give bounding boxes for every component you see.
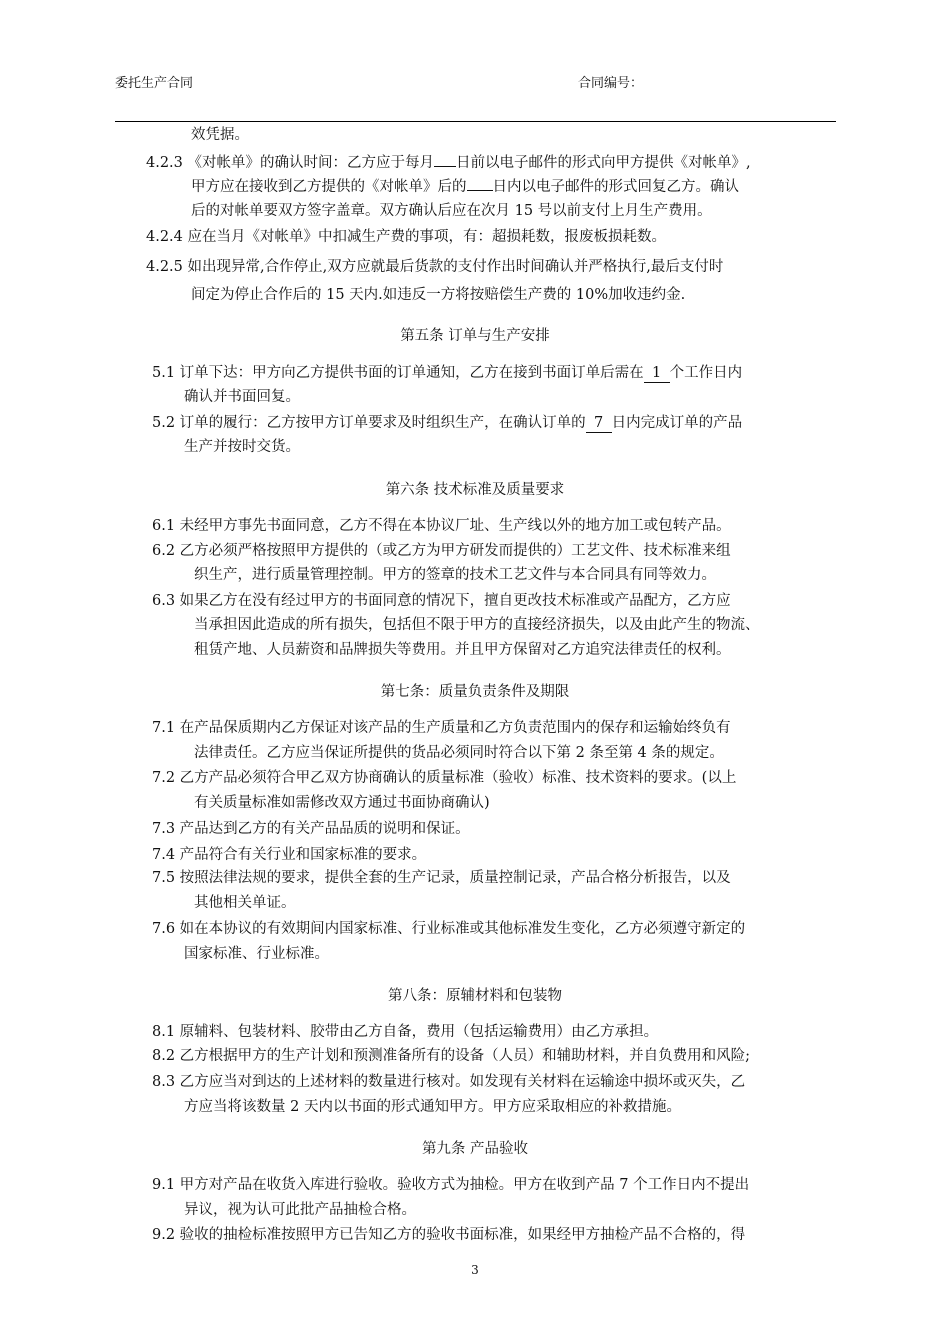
clause-line: 确认并书面回复。: [184, 389, 300, 405]
clause-line-7-3: 7.3 产品达到乙方的有关产品品质的说明和保证。: [152, 821, 470, 837]
clause-line-6-3: 6.3 如果乙方在没有经过甲方的书面同意的情况下，擅自更改技术标准或产品配方，乙方应: [152, 593, 731, 609]
clause-line: 其他相关单证。: [194, 895, 296, 911]
clause-line-6-2: 6.2 乙方必须严格按照甲方提供的（或乙方为甲方研发而提供的）工艺文件、技术标准来组: [152, 543, 731, 559]
clause-line-8-2: 8.2 乙方根据甲方的生产计划和预测准备所有的设备（人员）和辅助材料，并自负费用和风险;: [152, 1048, 751, 1064]
clause-text: 4.2.3 《对帐单》的确认时间：乙方应于每月: [146, 155, 435, 171]
clause-line: 生产并按时交货。: [184, 439, 300, 455]
clause-text: 日内以电子邮件的形式回复乙方。确认: [492, 179, 739, 195]
clause-line-4-2-3: [146, 153, 751, 173]
clause-line-4-2-4: 4.2.4 应在当月《对帐单》中扣减生产费的事项，有：超损耗数，报废板损耗数。: [146, 229, 667, 245]
clause-line: [191, 177, 739, 197]
section-title-article-6: 第六条 技术标准及质量要求: [385, 482, 565, 498]
clause-line: 租赁产地、人员薪资和品牌损失等费用。并且甲方保留对乙方追究法律责任的权利。: [194, 642, 731, 658]
blank-field: [467, 190, 493, 191]
section-title-article-9: 第九条 产品验收: [421, 1141, 529, 1157]
clause-line: 法律责任。乙方应当保证所提供的货品必须同时符合以下第 2 条至第 4 条的规定。: [194, 745, 724, 761]
clause-line-7-2: 7.2 乙方产品必须符合甲乙双方协商确认的质量标准（验收）标准、技术资料的要求。(以上: [152, 770, 737, 786]
clause-line: 效凭据。: [191, 127, 249, 143]
clause-line-8-3: 8.3 乙方应当对到达的上述材料的数量进行核对。如发现有关材料在运输途中损坏或灭失，乙: [152, 1074, 746, 1090]
section-title-article-7: 第七条：质量负责条件及期限: [380, 684, 570, 700]
clause-line-9-2: 9.2 验收的抽检标准按照甲方已告知乙方的验收书面标准，如果经甲方抽检产品不合格的，得: [152, 1227, 746, 1243]
clause-line: 后的对帐单要双方签字盖章。双方确认后应在次月 15 号以前支付上月生产费用。: [191, 203, 712, 219]
blank-field-days: 1: [644, 364, 670, 383]
page-number: 3: [471, 1263, 479, 1277]
clause-text: 甲方应在接收到乙方提供的《对帐单》后的: [191, 179, 467, 195]
clause-line-7-1: 7.1 在产品保质期内乙方保证对该产品的生产质量和乙方负责范围内的保存和运输始终负有: [152, 720, 731, 736]
clause-line-9-1: 9.1 甲方对产品在收货入库进行验收。验收方式为抽检。甲方在收到产品 7 个工作日内不提出: [152, 1177, 750, 1193]
header-contract-number-label: 合同编号：: [578, 76, 644, 91]
clause-text: 日内完成订单的产品: [611, 415, 743, 431]
clause-line-8-1: 8.1 原辅料、包装材料、胶带由乙方自备，费用（包括运输费用）由乙方承担。: [152, 1024, 659, 1040]
clause-text: 5.1 订单下达：甲方向乙方提供书面的订单通知，乙方在接到书面订单后需在: [152, 365, 644, 381]
clause-line-7-4: 7.4 产品符合有关行业和国家标准的要求。: [152, 847, 427, 863]
clause-text: 5.2 订单的履行：乙方按甲方订单要求及时组织生产，在确认订单的: [152, 415, 586, 431]
clause-line-7-6: 7.6 如在本协议的有效期间内国家标准、行业标准或其他标准发生变化，乙方必须遵守新定的: [152, 921, 746, 937]
header-contract-title: 委托生产合同: [115, 76, 194, 91]
blank-field: [434, 166, 456, 167]
clause-line: 有关质量标准如需修改双方通过书面协商确认): [194, 795, 490, 811]
clause-text: 个工作日内: [669, 365, 743, 381]
clause-line-5-2: [152, 413, 742, 433]
section-title-article-8: 第八条：原辅材料和包装物: [388, 988, 562, 1004]
clause-line: 织生产，进行质量管理控制。甲方的签章的技术工艺文件与本合同具有同等效力。: [194, 567, 716, 583]
clause-line: 国家标准、行业标准。: [184, 946, 329, 962]
clause-line: 异议，视为认可此批产品抽检合格。: [184, 1202, 416, 1218]
clause-line-6-1: 6.1 未经甲方事先书面同意，乙方不得在本协议厂址、生产线以外的地方加工或包转产品。: [152, 518, 731, 534]
clause-line-4-2-5: 4.2.5 如出现异常,合作停止,双方应就最后货款的支付作出时间确认并严格执行,最后支付时: [146, 259, 724, 275]
blank-field-days: 7: [586, 414, 612, 433]
clause-line-7-5: 7.5 按照法律法规的要求，提供全套的生产记录，质量控制记录，产品合格分析报告，以及: [152, 870, 731, 886]
clause-text: 日前以电子邮件的形式向甲方提供《对帐单》,: [456, 155, 751, 171]
clause-line: 间定为停止合作后的 15 天内.如违反一方将按赔偿生产费的 10%加收违约金.: [191, 287, 686, 303]
clause-line: 方应当将该数量 2 天内以书面的形式通知甲方。甲方应采取相应的补救措施。: [184, 1099, 681, 1115]
header-divider: [115, 121, 836, 122]
section-title-article-5: 第五条 订单与生产安排: [400, 328, 550, 344]
clause-line: 当承担因此造成的所有损失，包括但不限于甲方的直接经济损失，以及由此产生的物流、: [194, 617, 760, 633]
clause-line-5-1: [152, 363, 742, 383]
